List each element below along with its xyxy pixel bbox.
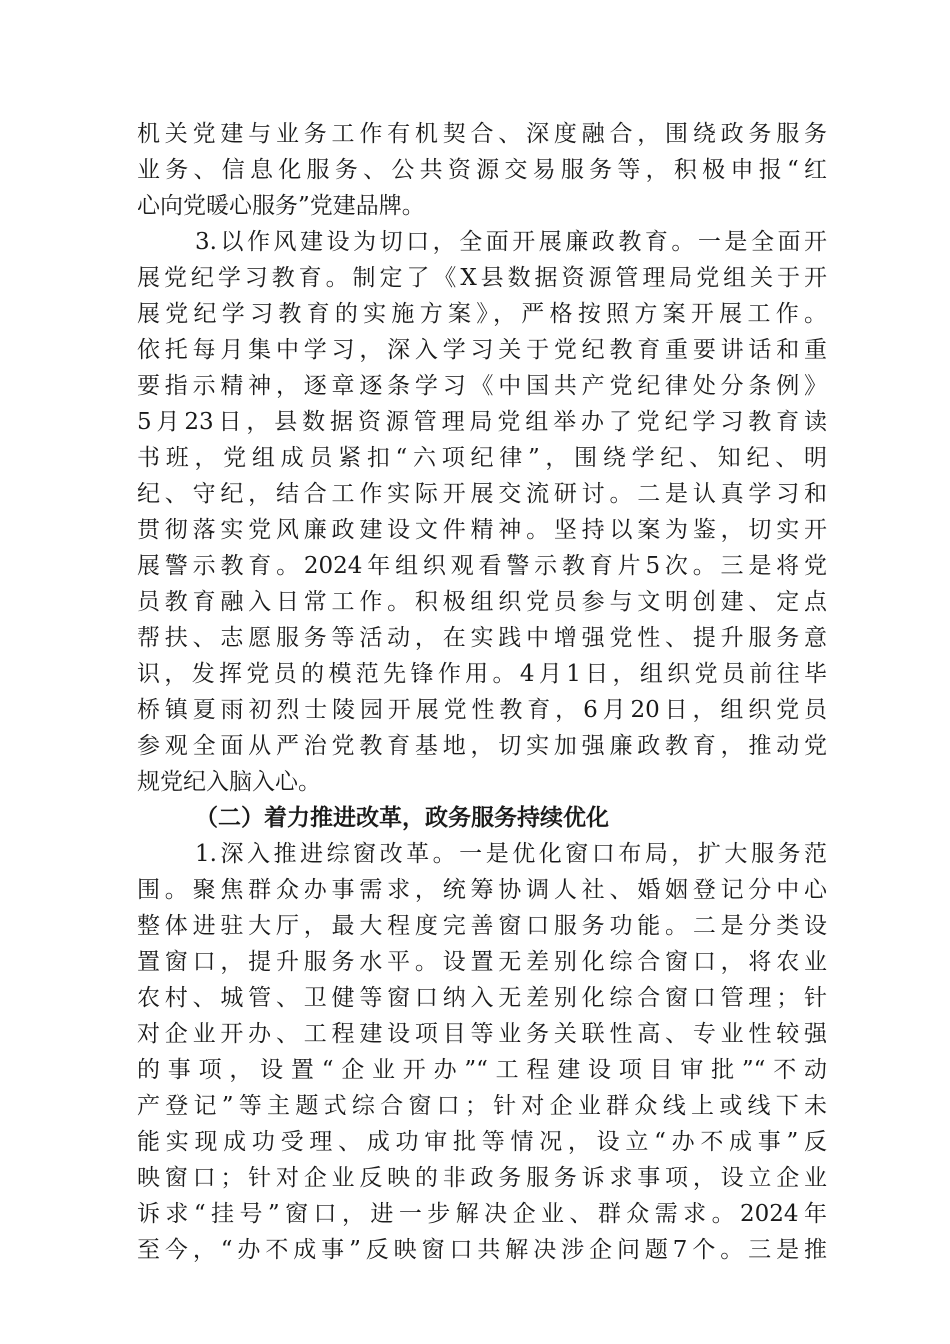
- text-line: 产登记”等主题式综合窗口；针对企业群众线上或线下未: [137, 1093, 827, 1119]
- text-line: 心向党暖心服务”党建品牌。: [137, 193, 425, 219]
- text-line: 至今，“办不成事”反映窗口共解决涉企问题7个。三是推: [137, 1237, 827, 1263]
- text-line: 业务、信息化服务、公共资源交易服务等，积极申报“红: [137, 157, 827, 183]
- text-line: 1.深入推进综窗改革。一是优化窗口布局，扩大服务范: [195, 841, 827, 867]
- text-line: 展党纪学习教育。制定了《X县数据资源管理局党组关于开: [137, 265, 827, 291]
- text-line: 3.以作风建设为切口，全面开展廉政教育。一是全面开: [195, 229, 827, 255]
- text-line: 的事项，设置“企业开办”“工程建设项目审批”“不动: [137, 1057, 827, 1083]
- text-line: 员教育融入日常工作。积极组织党员参与文明创建、定点: [137, 589, 827, 615]
- text-line: 展党纪学习教育的实施方案》，严格按照方案开展工作。: [137, 301, 827, 327]
- text-line: 农村、城管、卫健等窗口纳入无差别化综合窗口管理；针: [137, 985, 827, 1011]
- text-line: 依托每月集中学习，深入学习关于党纪教育重要讲话和重: [137, 337, 827, 363]
- text-line: 参观全面从严治党教育基地，切实加强廉政教育，推动党: [137, 733, 827, 759]
- text-line: 整体进驻大厅，最大程度完善窗口服务功能。二是分类设: [137, 913, 827, 939]
- text-line: 要指示精神，逐章逐条学习《中国共产党纪律处分条例》: [137, 373, 827, 399]
- text-line: 机关党建与业务工作有机契合、深度融合，围绕政务服务: [137, 121, 827, 147]
- section-heading: （二）着力推进改革，政务服务持续优化: [195, 804, 609, 831]
- text-line: 桥镇夏雨初烈士陵园开展党性教育，6月20日，组织党员: [137, 697, 827, 723]
- document-page: [137, 116, 827, 1268]
- text-line: 围。聚焦群众办事需求，统筹协调人社、婚姻登记分中心: [137, 877, 827, 903]
- text-line: 诉求“挂号”窗口，进一步解决企业、群众需求。2024年: [137, 1201, 827, 1227]
- text-line: 置窗口，提升服务水平。设置无差别化综合窗口，将农业: [137, 949, 827, 975]
- text-line: 帮扶、志愿服务等活动，在实践中增强党性、提升服务意: [137, 625, 827, 651]
- text-line: 5月23日，县数据资源管理局党组举办了党纪学习教育读: [137, 409, 827, 435]
- text-line: 展警示教育。2024年组织观看警示教育片5次。三是将党: [137, 553, 827, 579]
- text-line: 对企业开办、工程建设项目等业务关联性高、专业性较强: [137, 1021, 827, 1047]
- text-line: 映窗口；针对企业反映的非政务服务诉求事项，设立企业: [137, 1165, 827, 1191]
- text-line: 规党纪入脑入心。: [137, 769, 321, 795]
- text-line: 识，发挥党员的模范先锋作用。4月1日，组织党员前往毕: [137, 661, 827, 687]
- text-line: 贯彻落实党风廉政建设文件精神。坚持以案为鉴，切实开: [137, 517, 827, 543]
- text-line: 纪、守纪，结合工作实际开展交流研讨。二是认真学习和: [137, 481, 827, 507]
- text-line: 书班，党组成员紧扣“六项纪律”，围绕学纪、知纪、明: [137, 445, 827, 471]
- text-line: 能实现成功受理、成功审批等情况，设立“办不成事”反: [137, 1129, 827, 1155]
